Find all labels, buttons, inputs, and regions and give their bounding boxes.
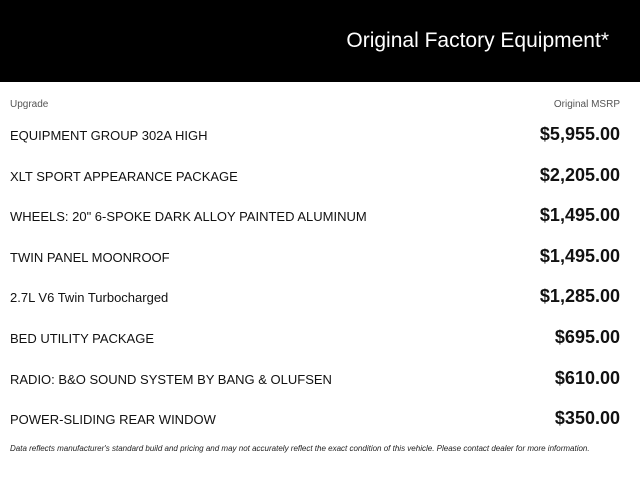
list-item: [10, 278, 620, 319]
item-price: $2,205.00: [539, 164, 620, 185]
item-price: $350.00: [554, 408, 620, 429]
item-price: $610.00: [554, 367, 620, 388]
disclaimer-text: Data reflects manufacturer's standard build and pricing and may not accurately reflect the exact condition of this vehicle. Please contact dealer for more information.: [10, 444, 590, 453]
item-name: POWER-SLIDING REAR WINDOW: [10, 412, 216, 428]
item-name: BED UTILITY PACKAGE: [10, 330, 155, 346]
list-item: [10, 116, 620, 157]
list-item: [10, 157, 620, 198]
column-headers: [10, 99, 620, 113]
item-price: $1,495.00: [539, 205, 620, 226]
item-name: TWIN PANEL MOONROOF: [10, 249, 170, 265]
list-item: [10, 400, 620, 441]
list-item: [10, 360, 620, 401]
list-item: [10, 197, 620, 238]
item-price: $1,495.00: [539, 245, 620, 266]
header-banner: [0, 0, 640, 82]
item-price: $1,285.00: [539, 286, 620, 307]
page-title: Original Factory Equipment*: [346, 29, 609, 52]
item-name: WHEELS: 20" 6-SPOKE DARK ALLOY PAINTED ALUMINUM: [10, 209, 367, 225]
column-header-msrp: Original MSRP: [553, 99, 620, 110]
item-name: RADIO: B&O SOUND SYSTEM BY BANG & OLUFSEN: [10, 371, 332, 387]
list-item: [10, 319, 620, 360]
list-item: [10, 238, 620, 279]
column-header-upgrade: Upgrade: [10, 99, 49, 110]
item-price: $695.00: [554, 326, 620, 347]
item-price: $5,955.00: [539, 124, 620, 144]
equipment-list: [10, 116, 620, 441]
item-name: 2.7L V6 Twin Turbocharged: [10, 290, 169, 306]
item-name: EQUIPMENT GROUP 302A HIGH: [10, 128, 208, 143]
item-name: XLT SPORT APPEARANCE PACKAGE: [10, 168, 238, 184]
